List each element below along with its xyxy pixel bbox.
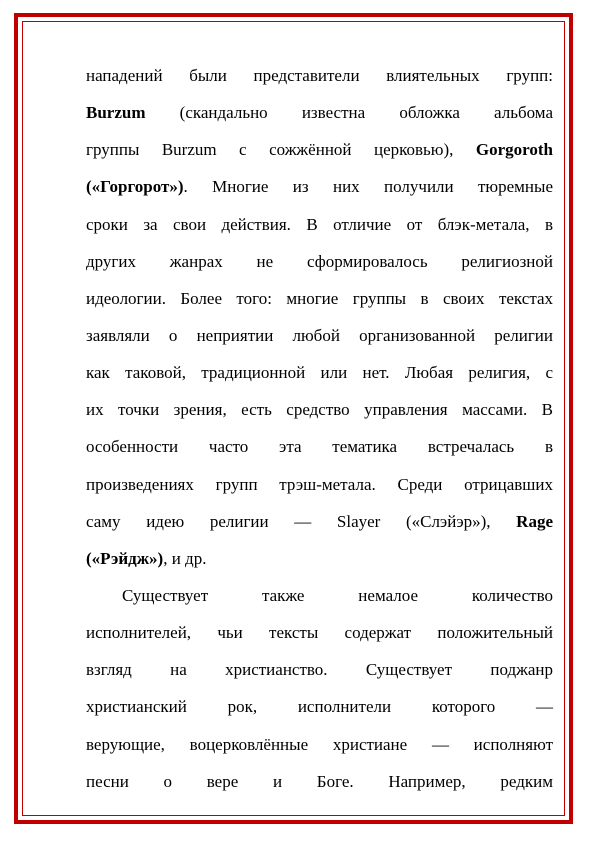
- text-segment: христианский рок, исполнители которого —: [86, 697, 553, 717]
- text-segment: саму идею религии — Slayer («Слэйэр»),: [86, 511, 517, 531]
- text-segment: . Многие из них получили тюремные: [183, 177, 553, 197]
- text-line: [86, 280, 553, 317]
- text-line: [86, 688, 553, 725]
- text-line: [86, 168, 553, 205]
- text-line: [86, 503, 553, 540]
- text-line: [86, 651, 553, 688]
- text-segment: их точки зрения, есть средство управления массами. В: [86, 400, 553, 420]
- text-line: [86, 206, 553, 243]
- text-line: [86, 354, 553, 391]
- text-segment: Существует также немалое количество: [122, 585, 553, 605]
- text-segment: других жанрах не сформировалось религиозной: [86, 251, 553, 271]
- text-segment: исполнителей, чьи тексты содержат положительный: [86, 623, 553, 643]
- text-line: [86, 243, 553, 280]
- text-segment: взгляд на христианство. Существует поджанр: [86, 660, 553, 680]
- text-line: [86, 94, 553, 131]
- text-line: [86, 57, 553, 94]
- text-segment: произведениях групп трэш-метала. Среди отрицавших: [86, 474, 553, 494]
- text-line: [86, 577, 553, 614]
- text-line: [86, 614, 553, 651]
- text-line: [86, 466, 553, 503]
- text-segment: (скандально известна обложка альбома: [145, 103, 553, 123]
- document-body: [86, 57, 553, 800]
- bold-text-segment: («Рэйдж»): [86, 548, 164, 568]
- text-segment: заявляли о неприятии любой организованной религии: [86, 325, 553, 345]
- text-segment: группы Burzum с сожжённой церковью),: [86, 140, 476, 160]
- text-segment: идеологии. Более того: многие группы в своих текстах: [86, 288, 553, 308]
- text-line: [86, 428, 553, 465]
- text-line: [86, 317, 553, 354]
- text-line: [86, 131, 553, 168]
- text-segment: особенности часто эта тематика встречалась в: [86, 437, 553, 457]
- bold-text-segment: Rage: [516, 511, 553, 531]
- text-segment: , и др.: [163, 548, 207, 568]
- bold-text-segment: («Горгорот»): [86, 177, 184, 197]
- text-segment: сроки за свои действия. В отличие от блэк-метала, в: [86, 214, 553, 234]
- bold-text-segment: Burzum: [86, 103, 146, 123]
- text-segment: как таковой, традиционной или нет. Любая религия, с: [86, 363, 553, 383]
- text-segment: нападений были представители влиятельных групп:: [86, 66, 553, 85]
- bold-text-segment: Gorgoroth: [475, 140, 553, 160]
- text-line: [86, 726, 553, 763]
- text-line: [86, 540, 553, 577]
- text-segment: верующие, воцерковлённые христиане — исполняют: [86, 734, 553, 754]
- text-line: [86, 763, 553, 800]
- text-segment: песни о вере и Боге. Например, редким: [86, 771, 553, 791]
- text-line: [86, 391, 553, 428]
